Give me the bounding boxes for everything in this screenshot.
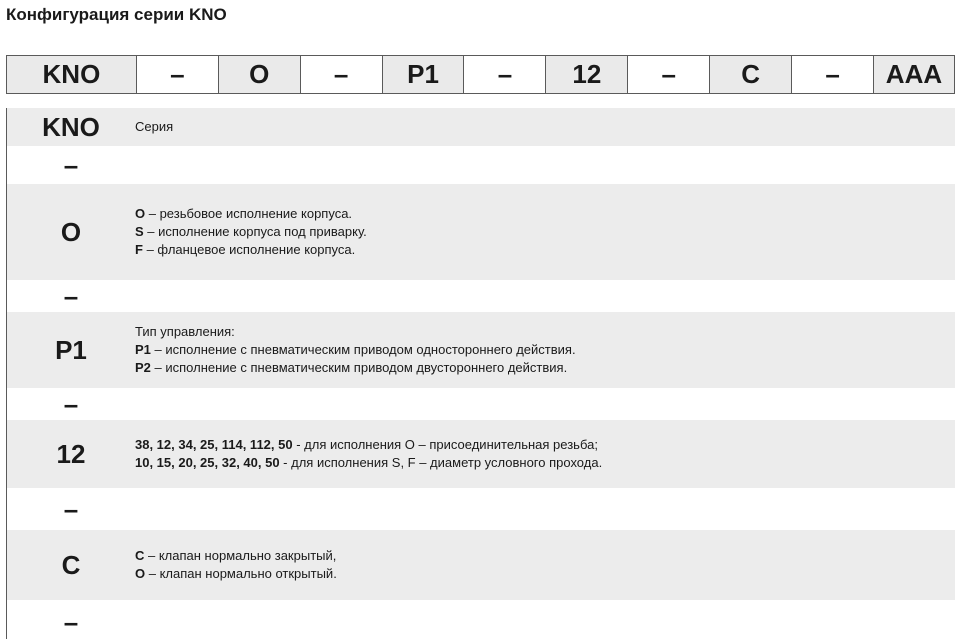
code-cell-separator: – <box>628 56 710 93</box>
option-text: – клапан нормально открытый. <box>145 566 337 581</box>
code-cell-separator: – <box>464 56 546 93</box>
option-text: – исполнение с пневматическим приводом двустороннего действия. <box>150 360 568 375</box>
row-separator <box>7 488 955 530</box>
option-text: – исполнение корпуса под приварку. <box>143 224 367 239</box>
row-description <box>135 436 602 472</box>
code-cell-separator: – <box>792 56 874 93</box>
row-body-type <box>7 184 955 280</box>
option-code: О <box>135 566 146 581</box>
row-code: KNO <box>42 111 100 142</box>
option-text: - для исполнения О – присоединительная резьба; <box>292 437 598 452</box>
option-text: - для исполнения S, F – диаметр условного прохода. <box>279 455 603 470</box>
row-code: P1 <box>55 334 87 365</box>
configuration-code-bar <box>6 55 955 94</box>
row-code: O <box>60 216 82 247</box>
code-cell-separator: – <box>137 56 219 93</box>
row-description <box>135 323 576 377</box>
row-valve-state <box>7 530 955 600</box>
row-code: – <box>63 606 79 637</box>
option-text: – клапан нормально закрытый, <box>144 548 337 563</box>
code-cell-series: KNO <box>7 56 137 93</box>
row-separator <box>7 388 955 420</box>
option-code: S <box>135 224 144 239</box>
code-cell-control: P1 <box>383 56 465 93</box>
option-code: P2 <box>135 360 151 375</box>
option-text: Тип управления: <box>135 324 235 339</box>
row-description <box>135 547 337 583</box>
row-separator <box>7 280 955 312</box>
option-code: O <box>135 206 146 221</box>
row-separator <box>7 146 955 184</box>
option-code: P1 <box>135 342 151 357</box>
row-code: – <box>63 493 79 524</box>
row-code: 12 <box>56 438 86 469</box>
option-text: – фланцевое исполнение корпуса. <box>142 242 356 257</box>
code-cell-size: 12 <box>546 56 628 93</box>
description-text: Серия <box>135 119 174 134</box>
configuration-table <box>6 108 955 639</box>
option-code: 10, 15, 20, 25, 32, 40, 50 <box>135 455 280 470</box>
row-description <box>135 118 173 136</box>
row-series <box>7 108 955 146</box>
code-cell-body: O <box>219 56 301 93</box>
option-code: С <box>135 548 145 563</box>
code-cell-suffix: AAA <box>874 56 955 93</box>
row-code: – <box>63 280 79 311</box>
page-title: Конфигурация серии KNO <box>6 5 227 24</box>
row-code: – <box>63 388 79 419</box>
option-text: – резьбовое исполнение корпуса. <box>145 206 353 221</box>
option-code: F <box>135 242 143 257</box>
row-description <box>135 205 367 259</box>
code-cell-separator: – <box>301 56 383 93</box>
row-size <box>7 420 955 488</box>
option-code: 38, 12, 34, 25, 114, 112, 50 <box>135 437 293 452</box>
option-text: – исполнение с пневматическим приводом одностороннего действия. <box>150 342 576 357</box>
row-control-type <box>7 312 955 388</box>
code-cell-state: C <box>710 56 792 93</box>
row-separator <box>7 600 955 644</box>
row-code: – <box>63 149 79 180</box>
row-code: C <box>61 549 81 580</box>
